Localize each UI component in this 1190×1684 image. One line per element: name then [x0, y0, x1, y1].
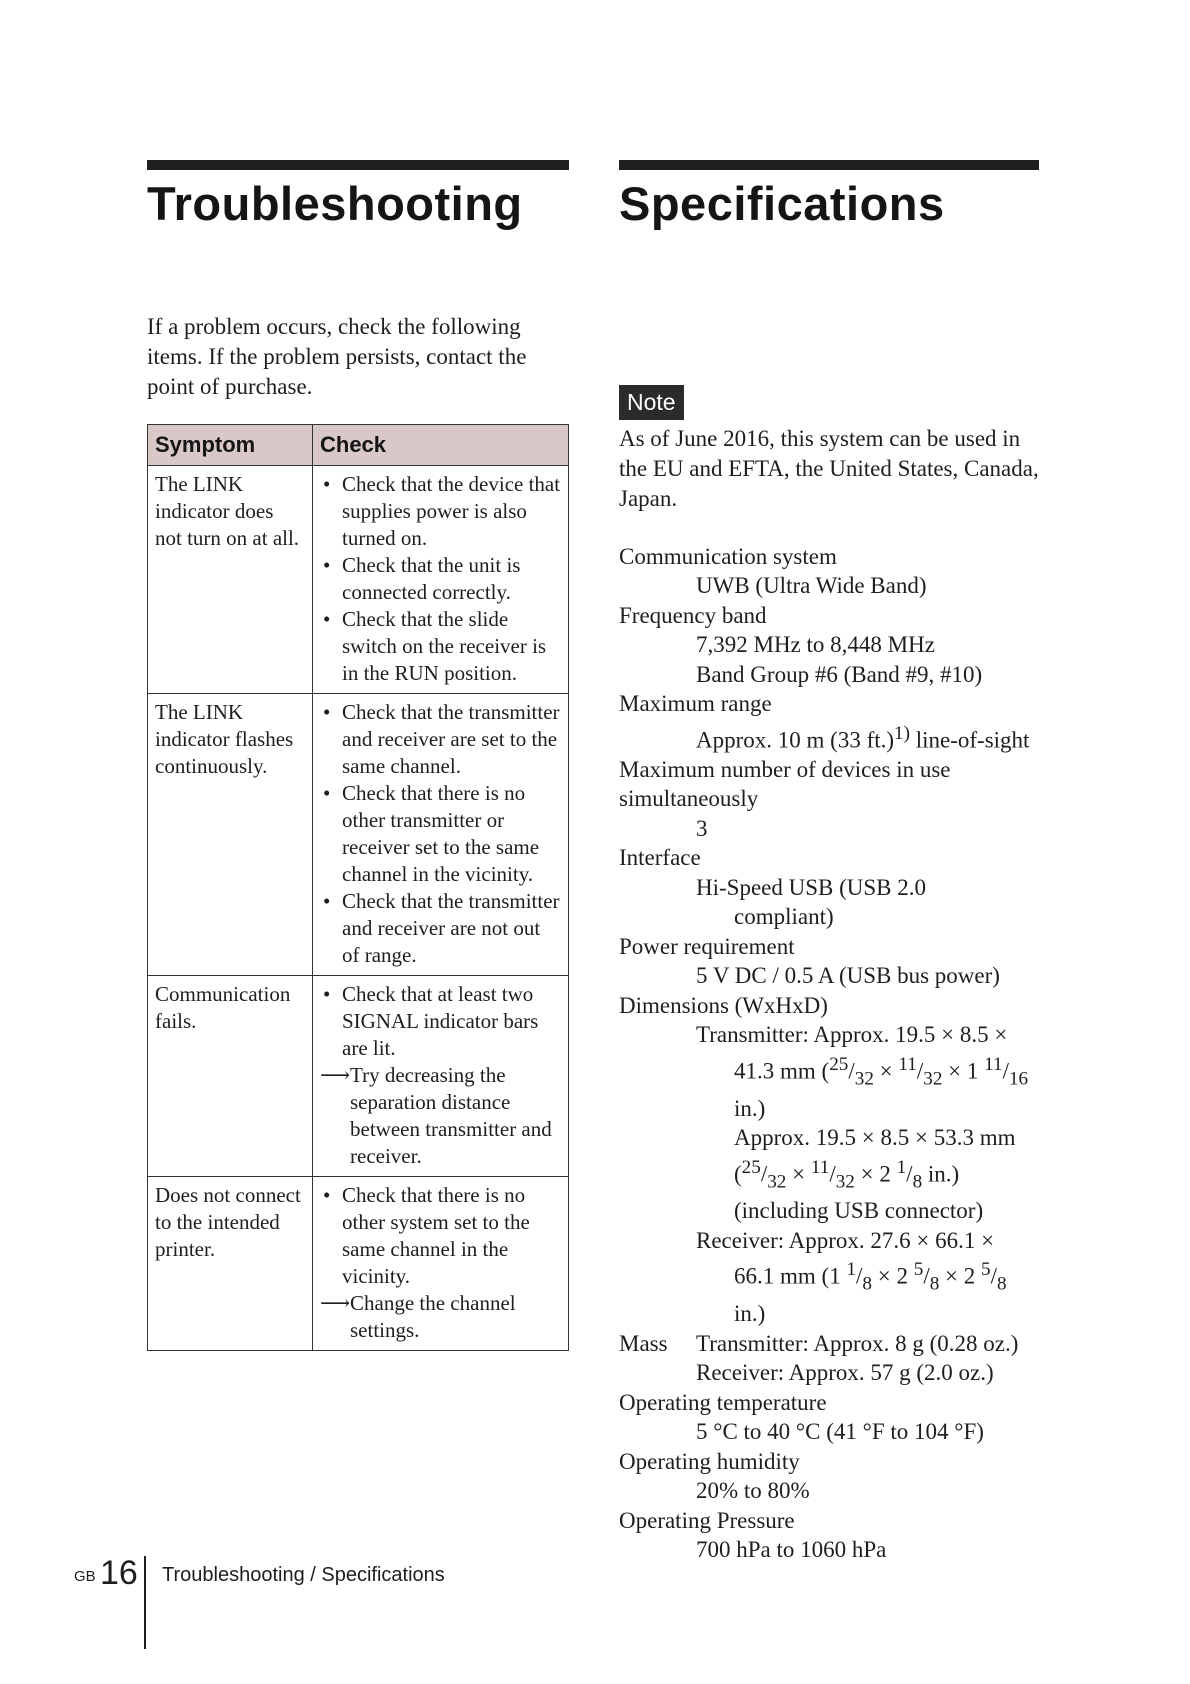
spec-value: compliant) [734, 904, 834, 930]
check-cell [313, 693, 569, 975]
fraction-slash: / [906, 1161, 913, 1187]
fraction-num: 25 [829, 1053, 849, 1075]
check-item: • Check that there is no other transmitter or receiver set to the same channel in the vicinity. [320, 780, 561, 888]
spec-label: Operating Pressure [619, 1507, 795, 1533]
symptom-column-header: Symptom [148, 424, 313, 465]
remedy-text: Try decreasing the separation distance between transmitter and receiver. [350, 1062, 552, 1168]
fraction-num: 11 [898, 1053, 917, 1075]
spec-value: Band Group #6 (Band #9, #10) [696, 661, 983, 687]
fraction-den: 8 [929, 1273, 940, 1295]
spec-value: 20% to 80% [696, 1478, 810, 1504]
fraction-num: 5 [913, 1259, 924, 1281]
footer-divider [144, 1556, 146, 1649]
spec-value: Approx. 19.5 × 8.5 × 53.3 mm [734, 1125, 1016, 1151]
fraction-slash: / [848, 1058, 855, 1084]
check-item: • Check that the slide switch on the receiver is in the RUN position. [320, 606, 561, 687]
dim-text: in.) [922, 1161, 960, 1187]
spec-label: Interface [619, 845, 701, 871]
fraction-num: 1 [896, 1156, 907, 1178]
dim-text: 66.1 mm (1 [734, 1264, 847, 1289]
fraction-slash: / [1002, 1058, 1009, 1084]
spec-label: Dimensions (WxHxD) [619, 992, 828, 1018]
page-number: 16 [100, 1554, 138, 1592]
spec-value [619, 1153, 1039, 1197]
spec-value: 5 V DC / 0.5 A (USB bus power) [696, 963, 1000, 989]
spec-value: in.) [734, 1301, 766, 1327]
check-item: • Check that the transmitter and receiver are set to the same channel. [320, 699, 561, 780]
fraction-den: 8 [862, 1273, 872, 1295]
check-item: • Check that the transmitter and receiver are not out of range. [320, 888, 561, 969]
spec-value: Receiver: Approx. 27.6 × 66.1 × [696, 1227, 995, 1253]
check-cell [313, 465, 569, 693]
mass-spec [619, 1329, 1039, 1388]
fraction-slash: / [760, 1161, 768, 1187]
note-badge: Note [619, 385, 684, 420]
footer-title: Troubleshooting / Specifications [162, 1564, 445, 1586]
check-column-header: Check [313, 424, 569, 465]
spec-label: Frequency band [619, 602, 767, 628]
spec-label: Maximum number of devices in use [619, 756, 951, 782]
check-item: • Check that there is no other system set to the same channel in the vicinity. [320, 1182, 561, 1290]
fraction-den: 32 [767, 1170, 787, 1192]
table-row [148, 693, 569, 975]
dim-text: × 1 [942, 1058, 985, 1084]
troubleshooting-intro: If a problem occurs, check the following items. If the problem persists, contact the point of purchase. [147, 313, 527, 399]
arrow-icon: ⟶ [320, 1062, 351, 1087]
fraction-den: 8 [912, 1170, 923, 1192]
spec-value: 5 °C to 40 °C (41 °F to 104 °F) [696, 1419, 984, 1445]
troubleshooting-section [147, 160, 569, 1351]
fraction-num: 5 [981, 1259, 991, 1281]
spec-value [619, 1050, 1039, 1094]
troubleshooting-heading: Troubleshooting [147, 177, 523, 230]
footnote-marker: 1) [894, 722, 910, 744]
dim-text: × [873, 1058, 899, 1084]
region-code: GB [74, 1568, 96, 1585]
fraction-den: 32 [835, 1170, 855, 1192]
spec-value: Receiver: Approx. 57 g (2.0 oz.) [696, 1360, 994, 1386]
fraction-num: 1 [846, 1259, 857, 1281]
check-cell [313, 975, 569, 1176]
troubleshooting-table [147, 424, 569, 1351]
spec-value: Transmitter: Approx. 19.5 × 8.5 × [696, 1022, 1008, 1048]
spec-label: Power requirement [619, 933, 795, 959]
spec-label: Operating humidity [619, 1448, 800, 1474]
arrow-icon: ⟶ [320, 1290, 351, 1315]
fraction-slash: / [916, 1058, 924, 1084]
dim-text: ( [734, 1161, 742, 1187]
remedy-text: Change the channel settings. [350, 1290, 516, 1342]
spec-value: 3 [696, 815, 708, 841]
dim-text: × [786, 1161, 811, 1187]
check-item: • Check that the unit is connected correctly. [320, 552, 561, 606]
heading-rule [619, 160, 1039, 170]
fraction-slash: / [990, 1264, 997, 1289]
range-text-tail: line-of-sight [910, 727, 1030, 753]
fraction-slash: / [829, 1161, 836, 1187]
range-text: Approx. 10 m (33 ft.) [696, 727, 895, 753]
note-text: As of June 2016, this system can be used in the EU and EFTA, the United States, Canada, Japan. [619, 425, 1039, 511]
symptom-cell: The LINK indicator flashes continuously. [148, 693, 313, 975]
spec-label: Communication system [619, 543, 837, 569]
spec-value: 700 hPa to 1060 hPa [696, 1537, 887, 1563]
remedy-item [320, 1290, 561, 1344]
spec-value: UWB (Ultra Wide Band) [696, 573, 927, 599]
symptom-cell: Does not connect to the intended printer. [148, 1176, 313, 1350]
symptom-cell: Communication fails. [148, 975, 313, 1176]
fraction-slash: / [923, 1264, 930, 1289]
spec-label: Operating temperature [619, 1389, 827, 1415]
spec-value [619, 719, 1039, 755]
spec-value: (including USB connector) [734, 1198, 984, 1224]
fraction-num: 25 [741, 1156, 761, 1178]
heading-rule [147, 160, 569, 170]
fraction-den: 32 [854, 1068, 874, 1090]
fraction-num: 11 [984, 1053, 1003, 1075]
table-row [148, 975, 569, 1176]
spec-label: Maximum range [619, 691, 772, 717]
spec-list [619, 542, 1039, 1565]
fraction-num: 11 [810, 1156, 830, 1178]
dim-text: × 2 [939, 1264, 982, 1289]
dim-text: × 2 [854, 1161, 897, 1187]
dim-text: × 2 [872, 1264, 914, 1289]
remedy-item [320, 1062, 561, 1170]
fraction-slash: / [856, 1264, 863, 1289]
spec-value: Transmitter: Approx. 8 g (0.28 oz.) [696, 1330, 1019, 1356]
check-cell [313, 1176, 569, 1350]
symptom-cell: The LINK indicator does not turn on at all. [148, 465, 313, 693]
spec-value: 7,392 MHz to 8,448 MHz [696, 632, 935, 658]
fraction-den: 8 [996, 1273, 1007, 1295]
spec-label: simultaneously [619, 786, 759, 812]
table-row [148, 465, 569, 693]
table-header-row [148, 424, 569, 465]
specifications-section [619, 160, 1039, 1565]
spec-value: Hi-Speed USB (USB 2.0 [696, 874, 927, 900]
fraction-den: 16 [1008, 1068, 1029, 1090]
dim-text: 41.3 mm ( [734, 1058, 830, 1084]
spec-value: in.) [734, 1095, 766, 1121]
specifications-heading: Specifications [619, 177, 945, 230]
check-item: • Check that at least two SIGNAL indicator bars are lit. [320, 981, 561, 1062]
fraction-den: 32 [923, 1068, 943, 1090]
spec-value [619, 1255, 1039, 1299]
table-row [148, 1176, 569, 1350]
check-item: • Check that the device that supplies power is also turned on. [320, 471, 561, 552]
spec-label: Mass [619, 1330, 668, 1356]
